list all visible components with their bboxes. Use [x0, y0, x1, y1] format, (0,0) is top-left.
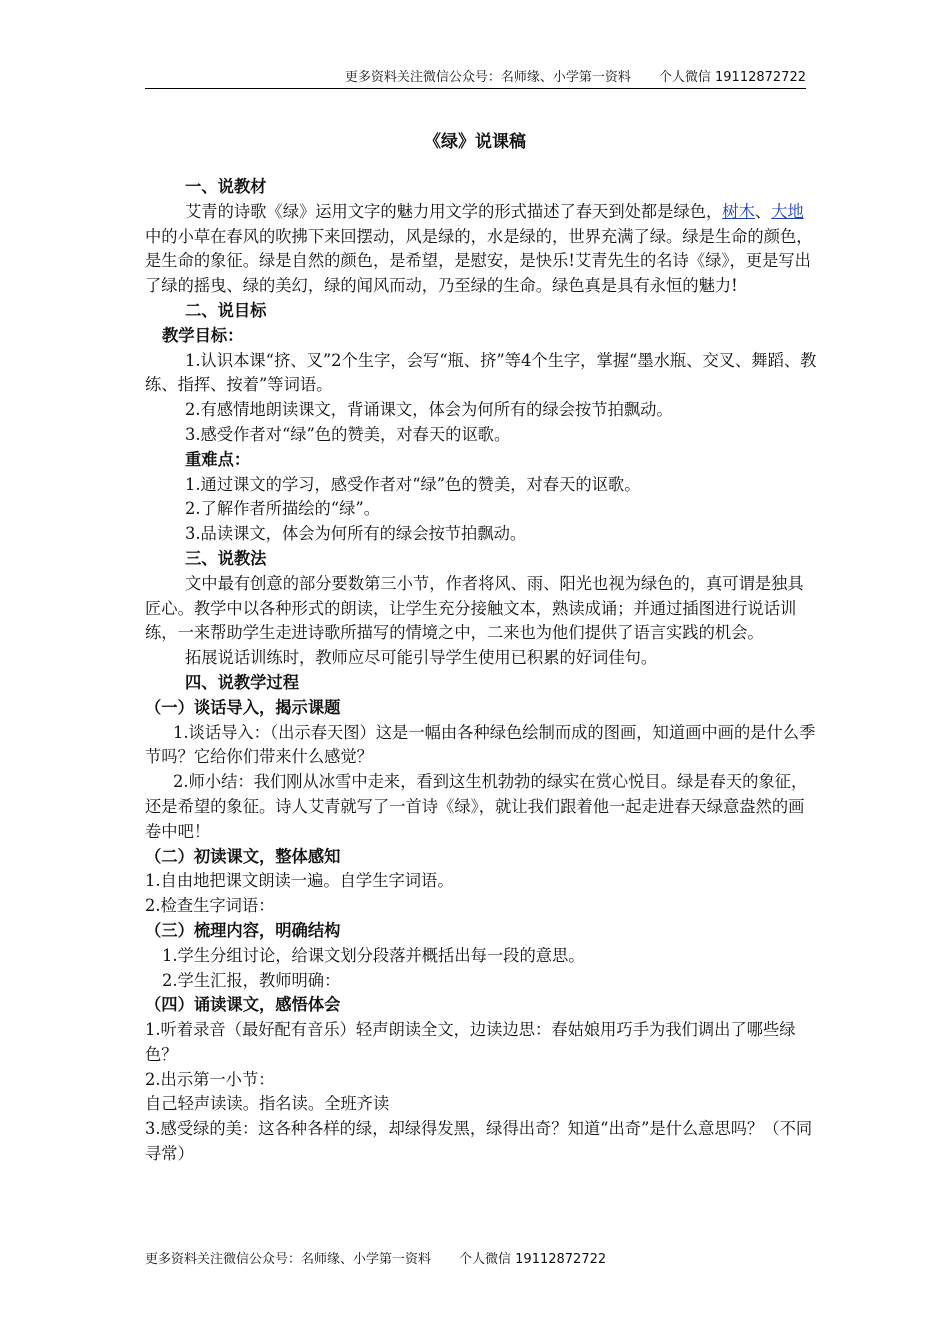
- materials-paragraph: 艾青的诗歌《绿》运用文字的魅力用文学的形式描述了春天到处都是绿色，树木、大地中的小草在春风的吹拂下来回摆动，风是绿的，水是绿的，世界充满了绿。绿是生命的颜色，是生命的象征。绿是自然的颜色，是希望，是慰安，是快乐!艾青先生的名诗《绿》，更是写出了绿的摇曳、绿的美幻，绿的闻风而动，乃至绿的生命。绿色真是具有永恒的魅力!: [145, 201, 813, 296]
- key-point-2: 2.了解作者所描绘的“绿”。: [185, 499, 380, 519]
- page-header: [145, 66, 806, 89]
- footer-promo-text: 更多资料关注微信公众号：名师缘、小学第一资料: [145, 1252, 432, 1267]
- subsection-heading-2: （二）初读课文，整体感知: [145, 846, 341, 866]
- link-trees[interactable]: 树木: [722, 201, 755, 221]
- page-footer: [145, 1248, 606, 1267]
- goal-item-1: 1.认识本课“挤、叉”2个生字，会写“瓶、挤”等4个生字，掌握“墨水瓶、交叉、舞蹈、教练、指挥、按着”等词语。: [145, 350, 817, 395]
- goal-item-3: 3.感受作者对“绿”色的赞美，对春天的讴歌。: [185, 424, 511, 444]
- header-wechat-text: 个人微信 19112872722: [658, 70, 806, 85]
- key-point-1: 1.通过课文的学习，感受作者对“绿”色的赞美，对春天的讴歌。: [185, 474, 641, 494]
- key-point-3: 3.品读课文，体会为何所有的绿会按节拍飘动。: [185, 524, 527, 544]
- methods-paragraph-2: 拓展说话训练时，教师应尽可能引导学生使用已积累的好词佳句。: [185, 648, 658, 668]
- subsection-heading-1: （一）谈话导入，揭示课题: [145, 697, 341, 717]
- process-item-4-3: 自己轻声读读。指名读。全班齐读: [145, 1094, 390, 1114]
- teaching-goals-label: 教学目标：: [162, 325, 244, 345]
- footer-wechat-text: 个人微信 19112872722: [459, 1252, 607, 1267]
- section-heading-methods: 三、说教法: [185, 548, 267, 568]
- link-earth[interactable]: 大地: [771, 201, 804, 221]
- document-body: [145, 175, 817, 1167]
- goal-item-2: 2.有感情地朗读课文，背诵课文，体会为何所有的绿会按节拍飘动。: [185, 400, 673, 420]
- key-points-label: 重难点：: [185, 449, 251, 469]
- process-item-4-1: 1.听着录音（最好配有音乐）轻声朗读全文，边读边思：春姑娘用巧手为我们调出了哪些绿色？: [145, 1020, 796, 1064]
- process-item-3-1: 1.学生分组讨论，给课文划分段落并概括出每一段的意思。: [162, 945, 585, 965]
- header-promo-text: 更多资料关注微信公众号：名师缘、小学第一资料: [344, 70, 631, 85]
- methods-paragraph-1: 文中最有创意的部分要数第三小节，作者将风、雨、阳光也视为绿色的，真可谓是独具匠心。教学中以各种形式的朗读，让学生充分接触文本，熟读成诵；并通过插图进行说话训练，一来帮助学生走进诗歌所描写的情境之中，二来也为他们提供了语言实践的机会。: [145, 573, 804, 643]
- process-item-2-1: 1.自由地把课文朗读一遍。自学生字词语。: [145, 871, 454, 891]
- section-heading-materials: 一、说教材: [185, 177, 267, 196]
- process-item-2-2: 2.检查生字词语：: [145, 896, 275, 916]
- process-item-4-2: 2.出示第一小节：: [145, 1069, 275, 1089]
- subsection-heading-4: （四）诵读课文，感悟体会: [145, 995, 341, 1015]
- process-item-3-2: 2.学生汇报，教师明确：: [162, 970, 341, 990]
- process-item-1-1: 1.谈话导入：（出示春天图）这是一幅由各种绿色绘制而成的图画，知道画中画的是什么季节吗？它给你们带来什么感觉？: [145, 722, 816, 767]
- document-title: 《绿》说课稿: [424, 132, 526, 152]
- process-item-4-4: 3.感受绿的美：这各种各样的绿，却绿得发黑，绿得出奇？知道“出奇”是什么意思吗？（不同寻常）: [145, 1119, 813, 1164]
- process-item-1-2: 2.师小结：我们刚从冰雪中走来，看到这生机勃勃的绿实在赏心悦目。绿是春天的象征，还是希望的象征。诗人艾青就写了一首诗《绿》，就让我们跟着他一起走进春天绿意盎然的画卷中吧！: [145, 772, 808, 841]
- section-heading-goals: 二、说目标: [185, 300, 267, 320]
- subsection-heading-3: （三）梳理内容，明确结构: [145, 920, 341, 940]
- section-heading-process: 四、说教学过程: [185, 672, 299, 692]
